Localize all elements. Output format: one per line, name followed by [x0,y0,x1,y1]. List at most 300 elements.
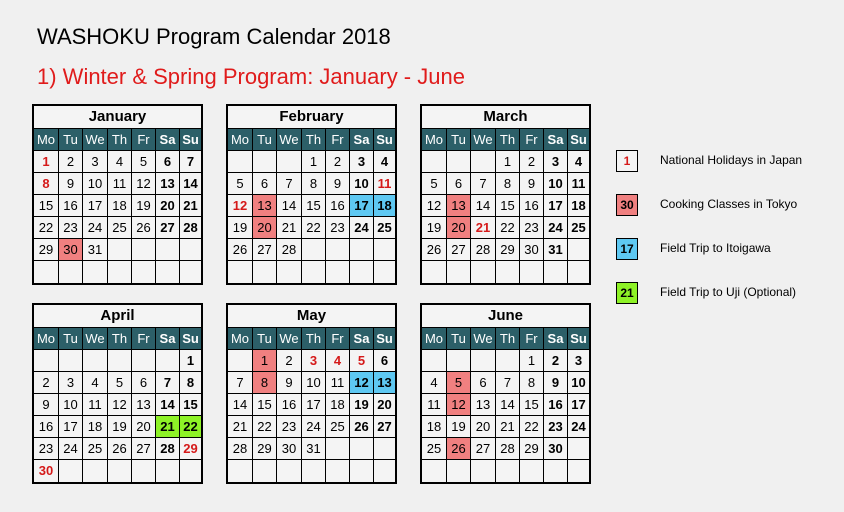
empty-cell [447,350,471,372]
day-cell: 26 [447,438,471,460]
empty-cell [374,261,395,283]
empty-cell [253,460,277,482]
day-cell: 2 [34,372,59,394]
day-cell: 18 [326,394,350,416]
day-cell: 6 [374,350,395,372]
empty-cell [132,261,156,283]
day-cell: 23 [544,416,568,438]
empty-cell [277,460,302,482]
weekday-header: Sa [156,328,180,350]
day-cell: 10 [544,173,568,195]
day-cell: 11 [374,173,395,195]
day-cell: 17 [568,394,589,416]
day-cell: 28 [156,438,180,460]
empty-cell [156,239,180,261]
day-cell: 29 [253,438,277,460]
day-cell: 22 [520,416,544,438]
empty-cell [302,261,326,283]
weekday-header: Sa [350,328,374,350]
day-cell: 26 [350,416,374,438]
legend-swatch-itoigawa: 17 [616,238,638,260]
empty-cell [326,239,350,261]
day-cell: 22 [34,217,59,239]
day-cell: 26 [228,239,253,261]
empty-cell [422,261,447,283]
weekday-header: We [83,129,108,151]
weekday-header: Sa [544,328,568,350]
day-cell: 7 [228,372,253,394]
empty-cell [302,460,326,482]
day-cell: 16 [34,416,59,438]
day-cell: 10 [83,173,108,195]
empty-cell [132,350,156,372]
day-cell: 1 [180,350,201,372]
day-cell: 21 [228,416,253,438]
empty-cell [180,460,201,482]
day-cell: 9 [544,372,568,394]
day-cell: 8 [302,173,326,195]
day-cell: 9 [326,173,350,195]
weekday-header: Th [108,129,132,151]
day-cell: 29 [520,438,544,460]
day-cell: 23 [34,438,59,460]
day-cell: 26 [108,438,132,460]
day-cell: 4 [374,151,395,173]
day-cell: 15 [180,394,201,416]
month-grid [228,328,395,482]
weekday-header: Sa [350,129,374,151]
day-cell: 18 [108,195,132,217]
day-cell: 21 [496,416,520,438]
calendar-may [226,303,397,484]
empty-cell [422,460,447,482]
day-cell: 3 [568,350,589,372]
day-cell: 23 [520,217,544,239]
empty-cell [253,261,277,283]
day-cell: 19 [108,416,132,438]
empty-cell [59,350,83,372]
empty-cell [156,350,180,372]
weekday-header: Tu [253,328,277,350]
day-cell: 9 [34,394,59,416]
weekday-header: Fr [132,129,156,151]
day-cell: 25 [326,416,350,438]
empty-cell [374,460,395,482]
day-cell: 22 [253,416,277,438]
day-cell: 15 [496,195,520,217]
legend-label-cooking: Cooking Classes in Tokyo [660,197,798,211]
day-cell: 21 [471,217,496,239]
day-cell: 16 [277,394,302,416]
empty-cell [253,151,277,173]
day-cell: 17 [350,195,374,217]
weekday-header: Fr [326,129,350,151]
weekday-header: Su [180,328,201,350]
empty-cell [34,350,59,372]
weekday-header: Mo [422,129,447,151]
weekday-header: Fr [132,328,156,350]
empty-cell [180,261,201,283]
empty-cell [180,239,201,261]
day-cell: 9 [277,372,302,394]
empty-cell [422,151,447,173]
day-cell: 27 [253,239,277,261]
day-cell: 27 [156,217,180,239]
empty-cell [83,460,108,482]
calendar-april [32,303,203,484]
day-cell: 10 [568,372,589,394]
weekday-header: Su [180,129,201,151]
day-cell: 10 [59,394,83,416]
weekday-header: Tu [447,328,471,350]
day-cell: 19 [422,217,447,239]
empty-cell [568,261,589,283]
empty-cell [326,460,350,482]
day-cell: 27 [471,438,496,460]
empty-cell [326,438,350,460]
empty-cell [59,261,83,283]
day-cell: 30 [544,438,568,460]
legend-label-uji: Field Trip to Uji (Optional) [660,285,797,299]
day-cell: 6 [132,372,156,394]
day-cell: 23 [326,217,350,239]
day-cell: 13 [132,394,156,416]
month-title: February [228,106,395,129]
month-title: January [34,106,201,129]
weekday-header: Tu [59,129,83,151]
day-cell: 8 [520,372,544,394]
empty-cell [83,261,108,283]
day-cell: 24 [544,217,568,239]
empty-cell [83,350,108,372]
weekday-header: Th [302,328,326,350]
day-cell: 1 [34,151,59,173]
weekday-header: Fr [326,328,350,350]
empty-cell [156,261,180,283]
day-cell: 30 [34,460,59,482]
weekday-header: We [83,328,108,350]
day-cell: 14 [496,394,520,416]
day-cell: 20 [132,416,156,438]
day-cell: 18 [568,195,589,217]
month-grid [34,328,201,482]
empty-cell [228,151,253,173]
empty-cell [544,460,568,482]
empty-cell [471,261,496,283]
empty-cell [374,239,395,261]
calendar-june [420,303,591,484]
day-cell: 27 [132,438,156,460]
day-cell: 3 [83,151,108,173]
weekday-header: Mo [228,328,253,350]
day-cell: 3 [350,151,374,173]
weekday-header: Fr [520,328,544,350]
day-cell: 1 [302,151,326,173]
day-cell: 8 [180,372,201,394]
weekday-header: Su [568,129,589,151]
day-cell: 5 [447,372,471,394]
weekday-header: Th [496,328,520,350]
day-cell: 2 [544,350,568,372]
day-cell: 20 [471,416,496,438]
day-cell: 14 [471,195,496,217]
weekday-header: Mo [228,129,253,151]
day-cell: 2 [326,151,350,173]
empty-cell [568,239,589,261]
day-cell: 14 [277,195,302,217]
empty-cell [520,460,544,482]
day-cell: 19 [228,217,253,239]
day-cell: 25 [108,217,132,239]
day-cell: 9 [59,173,83,195]
empty-cell [350,239,374,261]
empty-cell [326,261,350,283]
day-cell: 15 [302,195,326,217]
month-title: May [228,305,395,328]
day-cell: 31 [544,239,568,261]
empty-cell [132,460,156,482]
empty-cell [34,261,59,283]
empty-cell [471,350,496,372]
day-cell: 29 [34,239,59,261]
day-cell: 4 [422,372,447,394]
day-cell: 19 [350,394,374,416]
weekday-header: Mo [34,129,59,151]
empty-cell [568,460,589,482]
empty-cell [447,261,471,283]
weekday-header: Mo [34,328,59,350]
day-cell: 15 [34,195,59,217]
day-cell: 1 [253,350,277,372]
day-cell: 4 [83,372,108,394]
month-title: April [34,305,201,328]
legend-swatch-uji: 21 [616,282,638,304]
empty-cell [447,460,471,482]
weekday-header: Fr [520,129,544,151]
empty-cell [350,261,374,283]
day-cell: 28 [277,239,302,261]
page-title: WASHOKU Program Calendar 2018 [37,24,391,49]
day-cell: 22 [302,217,326,239]
weekday-header: Su [568,328,589,350]
day-cell: 10 [302,372,326,394]
day-cell: 9 [520,173,544,195]
day-cell: 7 [277,173,302,195]
day-cell: 6 [471,372,496,394]
day-cell: 28 [471,239,496,261]
day-cell: 31 [83,239,108,261]
day-cell: 21 [180,195,201,217]
weekday-header: We [471,328,496,350]
day-cell: 11 [568,173,589,195]
weekday-header: Th [496,129,520,151]
weekday-header: Sa [156,129,180,151]
page-subtitle: 1) Winter & Spring Program: January - June [37,64,465,89]
weekday-header: Tu [59,328,83,350]
weekday-header: We [277,328,302,350]
day-cell: 23 [277,416,302,438]
weekday-header: Mo [422,328,447,350]
empty-cell [228,350,253,372]
day-cell: 11 [108,173,132,195]
day-cell: 25 [374,217,395,239]
day-cell: 21 [156,416,180,438]
month-grid [422,129,589,283]
calendar-february [226,104,397,285]
day-cell: 5 [132,151,156,173]
calendar-march [420,104,591,285]
weekday-header: We [471,129,496,151]
day-cell: 3 [302,350,326,372]
day-cell: 8 [34,173,59,195]
weekday-header: Tu [447,129,471,151]
day-cell: 18 [374,195,395,217]
empty-cell [544,261,568,283]
day-cell: 6 [447,173,471,195]
day-cell: 2 [59,151,83,173]
day-cell: 7 [180,151,201,173]
day-cell: 8 [496,173,520,195]
weekday-header: We [277,129,302,151]
day-cell: 13 [156,173,180,195]
weekday-header: Tu [253,129,277,151]
day-cell: 2 [277,350,302,372]
empty-cell [108,460,132,482]
day-cell: 20 [374,394,395,416]
day-cell: 20 [447,217,471,239]
month-grid [422,328,589,482]
empty-cell [520,261,544,283]
day-cell: 16 [544,394,568,416]
day-cell: 26 [132,217,156,239]
empty-cell [156,460,180,482]
day-cell: 6 [156,151,180,173]
day-cell: 27 [374,416,395,438]
day-cell: 27 [447,239,471,261]
day-cell: 14 [228,394,253,416]
day-cell: 2 [520,151,544,173]
day-cell: 3 [59,372,83,394]
day-cell: 16 [520,195,544,217]
day-cell: 7 [156,372,180,394]
day-cell: 17 [59,416,83,438]
month-title: June [422,305,589,328]
day-cell: 5 [108,372,132,394]
day-cell: 12 [447,394,471,416]
day-cell: 28 [496,438,520,460]
day-cell: 1 [520,350,544,372]
day-cell: 8 [253,372,277,394]
day-cell: 4 [568,151,589,173]
day-cell: 4 [326,350,350,372]
day-cell: 30 [59,239,83,261]
day-cell: 15 [520,394,544,416]
day-cell: 29 [496,239,520,261]
day-cell: 22 [496,217,520,239]
day-cell: 29 [180,438,201,460]
day-cell: 25 [422,438,447,460]
empty-cell [302,239,326,261]
day-cell: 28 [180,217,201,239]
day-cell: 7 [471,173,496,195]
empty-cell [496,460,520,482]
day-cell: 12 [132,173,156,195]
empty-cell [108,239,132,261]
day-cell: 19 [132,195,156,217]
day-cell: 12 [422,195,447,217]
day-cell: 21 [277,217,302,239]
month-title: March [422,106,589,129]
day-cell: 19 [447,416,471,438]
day-cell: 17 [83,195,108,217]
empty-cell [422,350,447,372]
legend-label-holiday: National Holidays in Japan [660,153,803,167]
day-cell: 26 [422,239,447,261]
day-cell: 24 [59,438,83,460]
day-cell: 16 [326,195,350,217]
day-cell: 11 [422,394,447,416]
day-cell: 12 [228,195,253,217]
empty-cell [374,438,395,460]
day-cell: 1 [496,151,520,173]
day-cell: 13 [374,372,395,394]
day-cell: 22 [180,416,201,438]
day-cell: 16 [59,195,83,217]
day-cell: 30 [520,239,544,261]
day-cell: 24 [83,217,108,239]
empty-cell [132,239,156,261]
day-cell: 30 [277,438,302,460]
month-grid [228,129,395,283]
day-cell: 13 [471,394,496,416]
calendar-january [32,104,203,285]
day-cell: 17 [544,195,568,217]
day-cell: 20 [253,217,277,239]
day-cell: 5 [228,173,253,195]
day-cell: 14 [156,394,180,416]
empty-cell [59,460,83,482]
empty-cell [108,350,132,372]
empty-cell [471,460,496,482]
day-cell: 17 [302,394,326,416]
day-cell: 25 [83,438,108,460]
day-cell: 12 [350,372,374,394]
day-cell: 24 [350,217,374,239]
day-cell: 10 [350,173,374,195]
weekday-header: Sa [544,129,568,151]
day-cell: 4 [108,151,132,173]
empty-cell [277,151,302,173]
day-cell: 23 [59,217,83,239]
day-cell: 18 [422,416,447,438]
empty-cell [277,261,302,283]
day-cell: 14 [180,173,201,195]
day-cell: 20 [156,195,180,217]
legend-label-itoigawa: Field Trip to Itoigawa [660,241,771,255]
day-cell: 5 [350,350,374,372]
weekday-header: Su [374,129,395,151]
weekday-header: Th [108,328,132,350]
day-cell: 11 [326,372,350,394]
day-cell: 5 [422,173,447,195]
empty-cell [350,460,374,482]
legend-swatch-cooking: 30 [616,194,638,216]
day-cell: 24 [302,416,326,438]
day-cell: 7 [496,372,520,394]
weekday-header: Su [374,328,395,350]
day-cell: 24 [568,416,589,438]
empty-cell [108,261,132,283]
